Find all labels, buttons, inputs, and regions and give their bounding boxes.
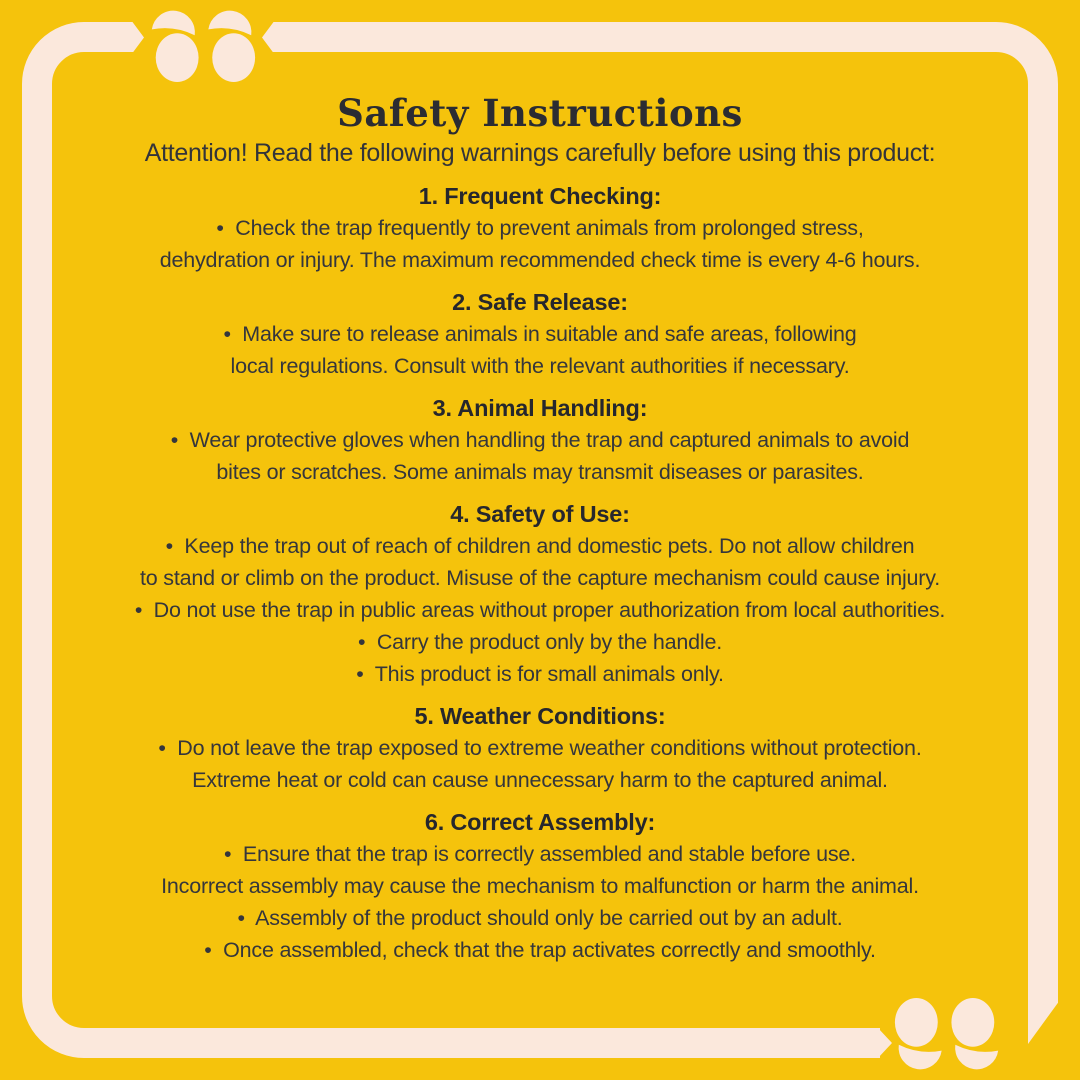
bullet-line: • Wear protective gloves when handling the trap and captured animals to avoid: [170, 428, 910, 452]
section-animal-handling: [54, 394, 1026, 488]
bullet-line-continuation: bites or scratches. Some animals may transmit diseases or parasites.: [216, 460, 864, 484]
section-heading: 3. Animal Handling:: [432, 395, 648, 421]
section-heading: 2. Safe Release:: [452, 289, 628, 315]
attention-subtitle: Attention! Read the following warnings carefully before using this product:: [144, 139, 936, 167]
bullet-line: • Once assembled, check that the trap activates correctly and smoothly.: [204, 938, 876, 962]
section-heading: 6. Correct Assembly:: [424, 809, 656, 835]
bullet-line: • Do not leave the trap exposed to extreme weather conditions without protection.: [158, 736, 922, 760]
bullet-line-continuation: Extreme heat or cold can cause unnecessary harm to the captured animal.: [192, 768, 888, 792]
bullet-line: • Carry the product only by the handle.: [357, 630, 723, 654]
bullet-line: • Ensure that the trap is correctly assembled and stable before use.: [224, 842, 856, 866]
bullet-line-continuation: dehydration or injury. The maximum recommended check time is every 4-6 hours.: [159, 248, 921, 272]
bullet-line: • Do not use the trap in public areas without proper authorization from local authorities.: [134, 598, 946, 622]
bullet-line: • This product is for small animals only.: [356, 662, 724, 686]
bullet-line-continuation: to stand or climb on the product. Misuse of the capture mechanism could cause injury.: [139, 566, 940, 590]
section-safety-of-use: [54, 500, 1026, 690]
section-correct-assembly: [54, 808, 1026, 966]
bullet-line-continuation: local regulations. Consult with the relevant authorities if necessary.: [230, 354, 850, 378]
bullet-line: • Assembly of the product should only be carried out by an adult.: [237, 906, 843, 930]
bullet-line: • Check the trap frequently to prevent animals from prolonged stress,: [216, 216, 864, 240]
section-heading: 4. Safety of Use:: [450, 501, 630, 527]
page-title: Safety Instructions: [337, 91, 743, 135]
instructions-content: [54, 0, 1026, 966]
section-weather-conditions: [54, 702, 1026, 796]
section-heading: 1. Frequent Checking:: [418, 183, 662, 209]
section-safe-release: [54, 288, 1026, 382]
bullet-line-continuation: Incorrect assembly may cause the mechanism to malfunction or harm the animal.: [161, 874, 919, 898]
close-quote-icon: [892, 998, 1004, 1074]
section-frequent-checking: [54, 182, 1026, 276]
bullet-line: • Keep the trap out of reach of children and domestic pets. Do not allow children: [165, 534, 915, 558]
section-heading: 5. Weather Conditions:: [414, 703, 666, 729]
bullet-line: • Make sure to release animals in suitable and safe areas, following: [223, 322, 857, 346]
